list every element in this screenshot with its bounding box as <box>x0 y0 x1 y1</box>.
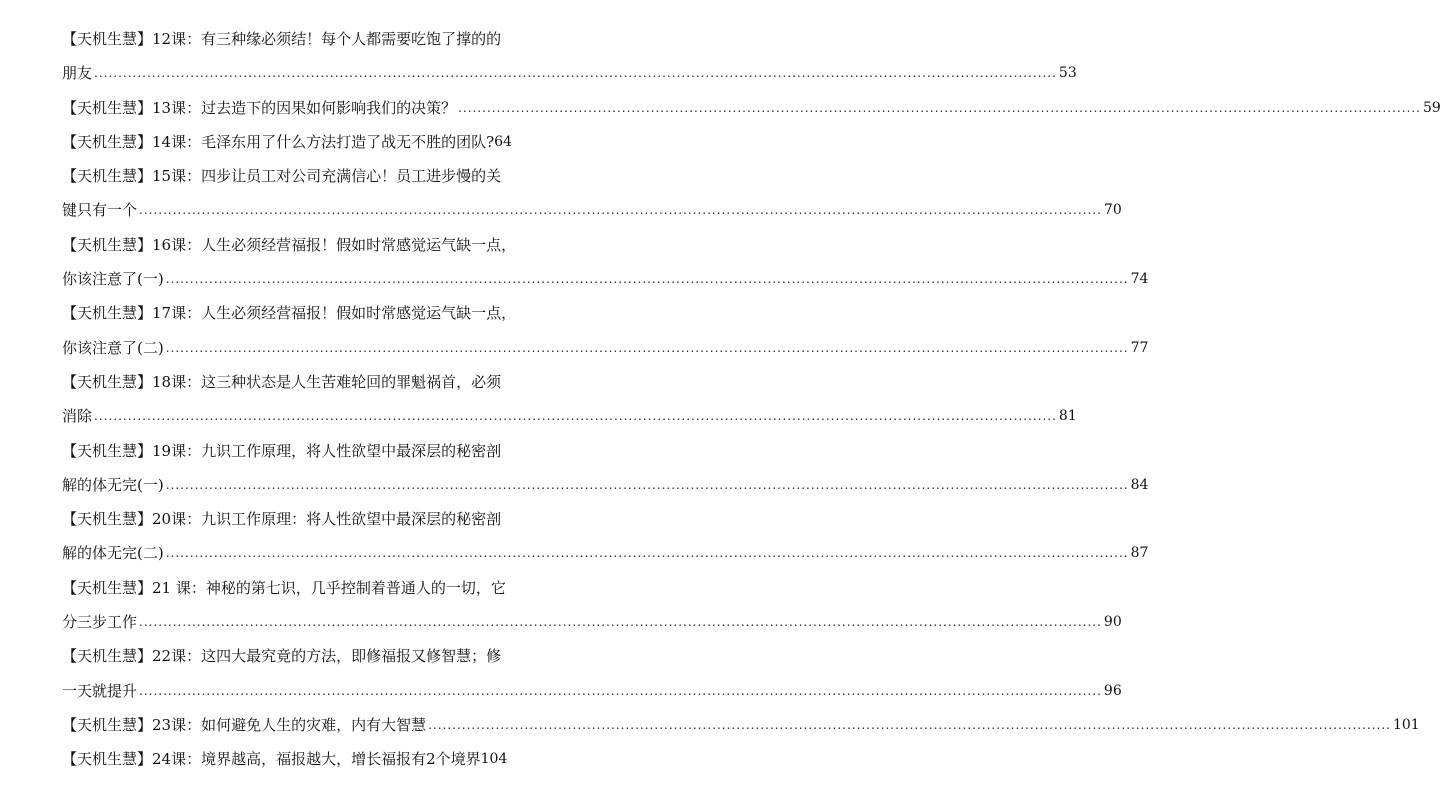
toc-page-number: 81 <box>1058 408 1077 425</box>
toc-page-number: 104 <box>480 751 508 768</box>
toc-entry-title-cont: 朋友 <box>62 64 93 83</box>
toc-entry-title-cont: 你该注意了(二) <box>62 338 164 357</box>
toc-line <box>62 228 542 262</box>
toc-entry-title: 【天机生慧】16课：人生必须经营福报！假如时常感觉运气缺一点， <box>62 235 517 254</box>
toc-line[interactable] <box>62 56 1077 90</box>
table-of-contents <box>62 22 1441 777</box>
toc-entry-title: 【天机生慧】12课：有三种缘必须结！每个人都需要吃饱了撑的的 <box>62 30 502 48</box>
toc-line <box>62 365 542 399</box>
toc-entry-title: 【天机生慧】24课：境界越高，福报越大，增长福报有2个境界 <box>62 750 481 769</box>
toc-line[interactable] <box>62 536 1149 570</box>
toc-line[interactable] <box>62 399 1077 433</box>
toc-line[interactable] <box>62 674 1122 708</box>
toc-page-number: 74 <box>1130 271 1149 288</box>
toc-page-number: 84 <box>1130 476 1149 493</box>
dot-leader: ........................................................................................................................................................................................................ <box>165 546 1129 561</box>
dot-leader: ........................................................................................................................................................................................................ <box>94 66 1057 81</box>
toc-entry-title: 【天机生慧】22课：这四大最究竟的方法，即修福报又修智慧；修 <box>62 647 502 666</box>
toc-entry-title: 【天机生慧】15课：四步让员工对公司充满信心！员工进步慢的关 <box>62 167 502 186</box>
toc-line <box>62 22 542 56</box>
toc-entry-title: 【天机生慧】21 课：神秘的第七识，几乎控制着普通人的一切，它 <box>62 578 506 597</box>
toc-entry-title-cont: 你该注意了(一) <box>62 270 164 289</box>
toc-line[interactable] <box>62 468 1149 502</box>
toc-entry-title-cont: 解的体无完(二) <box>62 544 164 563</box>
toc-page-number: 70 <box>1103 202 1122 219</box>
dot-leader: ........................................................................................................................................................................................................ <box>165 477 1129 492</box>
dot-leader: ........................................................................................................................................................................................................ <box>165 272 1129 287</box>
toc-line <box>62 639 542 673</box>
toc-entry-title: 【天机生慧】17课：人生必须经营福报！假如时常感觉运气缺一点， <box>62 304 517 323</box>
toc-entry-title: 【天机生慧】13课：过去造下的因果如何影响我们的决策？ <box>62 98 457 117</box>
toc-page-number: 87 <box>1130 545 1149 562</box>
toc-line <box>62 159 542 193</box>
toc-line[interactable] <box>62 605 1122 639</box>
toc-page-number: 90 <box>1103 614 1122 631</box>
toc-line[interactable] <box>62 708 1420 742</box>
dot-leader: ........................................................................................................................................................................................................ <box>94 409 1057 424</box>
toc-page-number: 101 <box>1392 716 1420 733</box>
toc-line[interactable] <box>62 91 1441 125</box>
toc-entry-title: 【天机生慧】14课：毛泽东用了什么方法打造了战无不胜的团队? <box>62 132 495 151</box>
dot-leader: ........................................................................................................................................................................................................ <box>428 717 1391 732</box>
toc-entry-title-cont: 分三步工作 <box>62 613 138 632</box>
toc-page-number: 59 <box>1422 99 1441 116</box>
toc-entry-title-cont: 解的体无完(一) <box>62 475 164 494</box>
toc-line[interactable] <box>62 193 1122 227</box>
toc-entry-title-cont: 消除 <box>62 407 93 426</box>
dot-leader: ........................................................................................................................................................................................................ <box>139 683 1102 698</box>
toc-entry-title: 【天机生慧】18课：这三种状态是人生苦难轮回的罪魁祸首，必须 <box>62 372 502 391</box>
toc-line[interactable] <box>62 742 542 776</box>
toc-page-number: 64 <box>494 133 512 150</box>
dot-leader: ........................................................................................................................................................................................................ <box>139 615 1102 630</box>
toc-line <box>62 434 542 468</box>
toc-line <box>62 296 542 330</box>
toc-entry-title-cont: 一天就提升 <box>62 681 138 700</box>
dot-leader: ........................................................................................................................................................................................................ <box>458 100 1421 115</box>
toc-line <box>62 502 542 536</box>
toc-entry-title: 【天机生慧】23课：如何避免人生的灾难，内有大智慧 <box>62 715 427 734</box>
toc-page-number: 77 <box>1130 339 1149 356</box>
toc-line[interactable] <box>62 125 542 159</box>
toc-page-number: 96 <box>1103 682 1122 699</box>
toc-entry-title: 【天机生慧】19课：九识工作原理，将人性欲望中最深层的秘密剖 <box>62 441 502 460</box>
toc-line[interactable] <box>62 331 1149 365</box>
dot-leader: ........................................................................................................................................................................................................ <box>165 340 1129 355</box>
toc-entry-title-cont: 键只有一个 <box>62 201 138 220</box>
toc-line <box>62 571 542 605</box>
toc-page-number: 53 <box>1058 65 1077 82</box>
dot-leader: ........................................................................................................................................................................................................ <box>139 203 1102 218</box>
toc-line[interactable] <box>62 262 1149 296</box>
toc-entry-title: 【天机生慧】20课：九识工作原理：将人性欲望中最深层的秘密剖 <box>62 510 502 529</box>
